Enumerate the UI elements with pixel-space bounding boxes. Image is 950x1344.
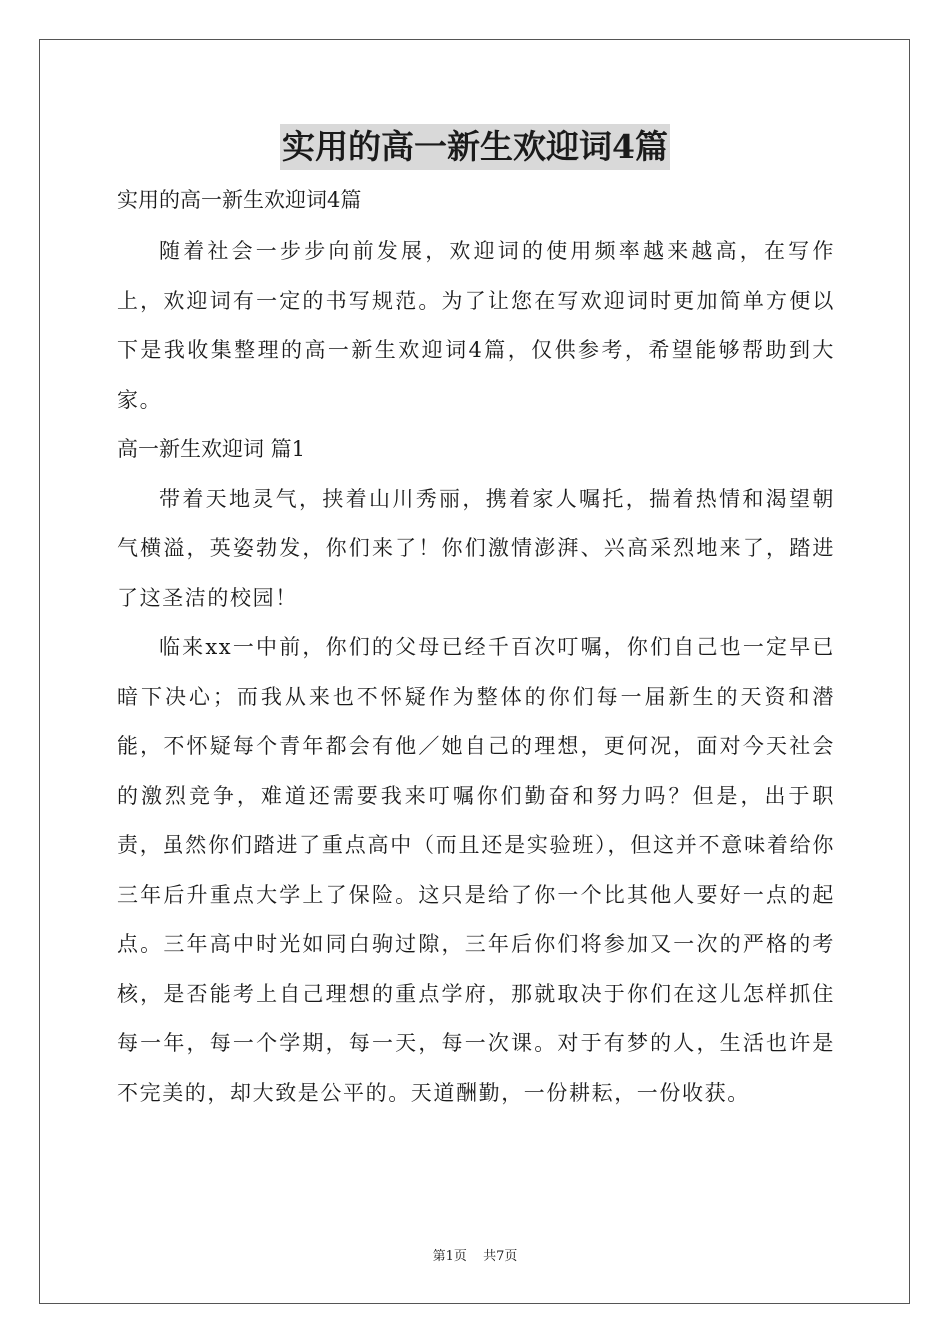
page-number-current: 第1页	[432, 1249, 467, 1264]
section-heading: 高一新生欢迎词 篇1	[117, 437, 306, 461]
intro-paragraph: 随着社会一步步向前发展，欢迎词的使用频率越来越高，在写作上，欢迎词有一定的书写规范。为了让您在写欢迎词时更加简单方便以下是我收集整理的高一新生欢迎词4篇，仅供参考，希望能够帮助到大家。	[117, 239, 835, 412]
document-subtitle: 实用的高一新生欢迎词4篇	[117, 188, 362, 212]
document-title: 实用的高一新生欢迎词4篇	[280, 124, 670, 170]
body-paragraph-1: 带着天地灵气，挟着山川秀丽，携着家人嘱托，揣着热情和渴望朝气横溢，英姿勃发，你们来了！你们激情澎湃、兴高采烈地来了，踏进了这圣洁的校园！	[117, 486, 835, 610]
title-container	[0, 124, 950, 170]
document-body	[117, 182, 835, 1118]
page-footer	[0, 1245, 950, 1264]
body-paragraph-2: 临来xx一中前，你们的父母已经千百次叮嘱，你们自己也一定早已暗下决心；而我从来也不怀疑作为整体的你们每一届新生的天资和潜能，不怀疑每个青年都会有他／她自己的理想，更何况，面对今天社会的激烈竞争，难道还需要我来叮嘱你们勤奋和努力吗？但是，出于职责，虽然你们踏进了重点高中（而且还是实验班），但这并不意味着给你三年后升重点大学上了保险。这只是给了你一个比其他人要好一点的起点。三年高中时光如同白驹过隙，三年后你们将参加又一次的严格的考核，是否能考上自己理想的重点学府，那就取决于你们在这儿怎样抓住每一年，每一个学期，每一天，每一次课。对于有梦的人，生活也许是不完美的，却大致是公平的。天道酬勤，一份耕耘，一份收获。	[117, 635, 835, 1105]
page-number-total: 共7页	[483, 1249, 518, 1264]
